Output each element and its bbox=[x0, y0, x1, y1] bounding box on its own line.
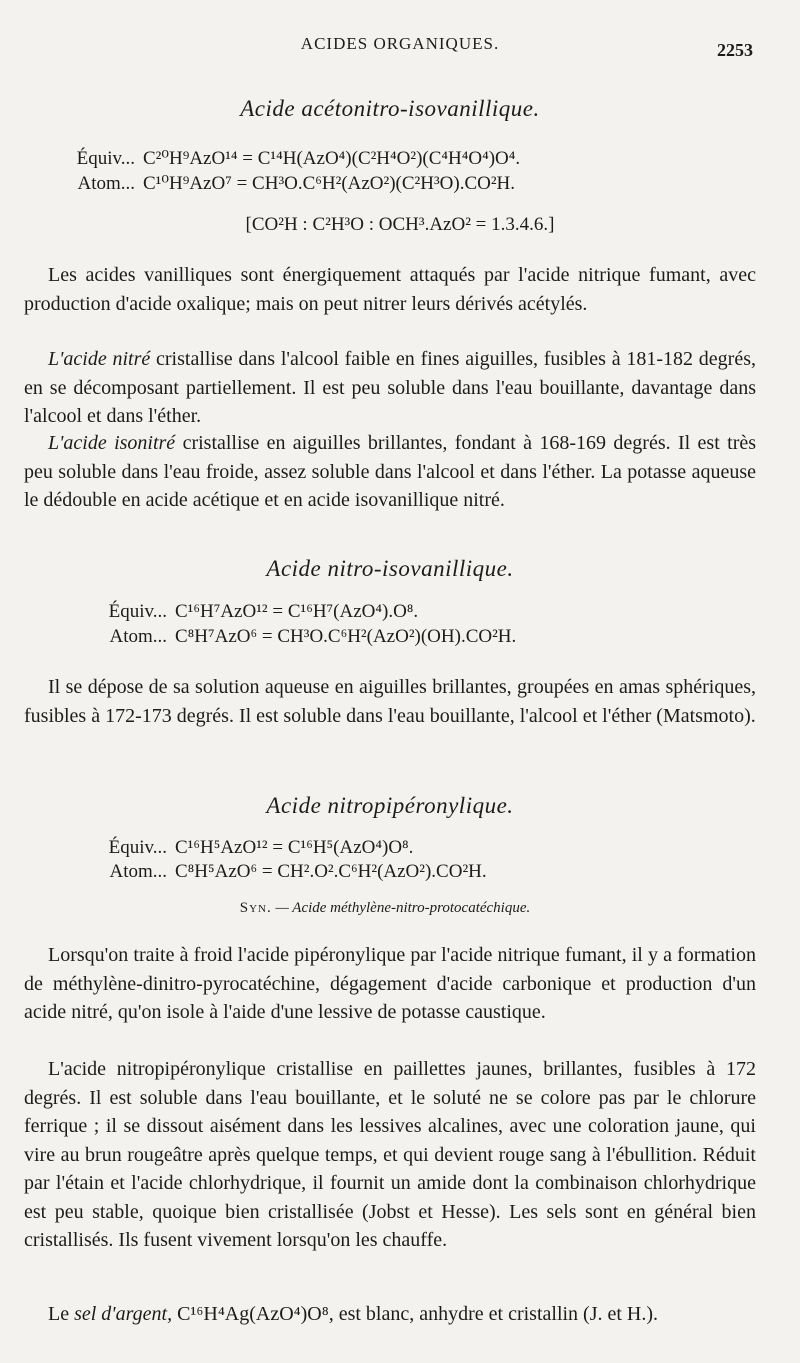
page-number: 2253 bbox=[717, 40, 753, 60]
paragraph bbox=[24, 345, 756, 431]
formula-equiv-1 bbox=[40, 147, 520, 170]
paragraph: Il se dépose de sa solution aqueuse en aiguilles brillantes, groupées en amas sphériques, fusibles à 172-173 degrés. Il est soluble dans l'eau bouillante, l'alcool et l'éther (Matsmoto). bbox=[24, 676, 756, 727]
italic-lead: sel d'argent, bbox=[74, 1303, 173, 1325]
paragraph: Lorsqu'on traite à froid l'acide pipéronylique par l'acide nitrique fumant, il y a formation de méthylène-dinitro-pyrocatéchine, dégagement d'acide carbonique et production d'un acide nitré, qu'on isole à l'aide d'une lessive de potasse caustique. bbox=[24, 944, 756, 1023]
paragraph bbox=[24, 1300, 756, 1329]
paragraph-text: Le bbox=[48, 1303, 70, 1325]
formula-atom-3 bbox=[72, 861, 487, 883]
formula-text: C¹⁰H⁹AzO⁷ = CH³O.C⁶H²(AzO²)(C²H³O).CO²H. bbox=[143, 173, 516, 194]
formula-equiv-3 bbox=[72, 837, 413, 859]
paragraph-text: cristallise dans l'alcool faible en fines aiguilles, fusibles à 181-182 degrés, en se décomposant partiellement. Il est peu soluble dans l'eau bouillante, davantage dans l'alcool et dans l'éther. bbox=[24, 348, 756, 427]
formula-text: C¹⁶H⁵AzO¹² = C¹⁶H⁵(AzO⁴)O⁸. bbox=[175, 837, 414, 858]
paragraph bbox=[24, 429, 756, 515]
paragraph: L'acide nitropipéronylique cristallise en paillettes jaunes, brillantes, fusibles à 172 degrés. Il est soluble dans l'eau bouillante, et le soluté ne se colore pas par le chlorure ferrique ; il se dissout aisément dans les lessives alcalines, avec une coloration jaune, qui vire au brun rougeâtre après quelque temps, et qui devient rouge sang à l'ébullition. Réduit par l'étain et l'acide chlorhydrique, il fournit un amide dont la combinaison chlorhydrique est peu stable, quoique bien cristallisée (Jobst et Hesse). Les sels sont en général bien cristallisés. Ils fusent vivement lorsqu'on les chauffe. bbox=[24, 1058, 756, 1251]
formula-text: C⁸H⁷AzO⁶ = CH³O.C⁶H²(AzO²)(OH).CO²H. bbox=[175, 626, 517, 647]
synonym-line bbox=[0, 900, 770, 917]
section-title-nitro-isovanillique: Acide nitro-isovanillique. bbox=[266, 556, 514, 581]
formula-label: Atom... bbox=[109, 626, 167, 647]
paragraph: Les acides vanilliques sont énergiquement attaqués par l'acide nitrique fumant, avec production d'acide oxalique; mais on peut nitrer leurs dérivés acétylés. bbox=[24, 264, 756, 315]
section-title-nitropiperonylique: Acide nitropipéronylique. bbox=[266, 793, 514, 818]
italic-lead: L'acide isonitré bbox=[48, 432, 176, 454]
formula-text: C¹⁶H⁷AzO¹² = C¹⁶H⁷(AzO⁴).O⁸. bbox=[175, 601, 419, 622]
formula-label: Atom... bbox=[109, 861, 167, 882]
formula-atom-2 bbox=[72, 626, 516, 648]
paragraph-text: C¹⁶H⁴Ag(AzO⁴)O⁸, est blanc, anhydre et cristallin (J. et H.). bbox=[177, 1303, 659, 1325]
synonym-text: — Acide méthylène-nitro-protocatéchique. bbox=[275, 900, 531, 916]
running-header: ACIDES ORGANIQUES. bbox=[300, 34, 500, 53]
formula-text: C²⁰H⁹AzO¹⁴ = C¹⁴H(AzO⁴)(C²H⁴O²)(C⁴H⁴O⁴)O⁴. bbox=[143, 148, 521, 169]
formula-label: Équiv... bbox=[76, 148, 135, 169]
paragraph-text: cristallise en aiguilles brillantes, fondant à 168-169 degrés. Il est très peu soluble dans l'eau froide, assez soluble dans l'alcool et dans l'éther. La potasse aqueuse le dédouble en acide acétique et en acide isovanillique nitré. bbox=[24, 432, 757, 511]
formula-atom-1 bbox=[40, 172, 515, 195]
formula-label: Équiv... bbox=[108, 837, 167, 858]
position-formula: [CO²H : C²H³O : OCH³.AzO² = 1.3.4.6.] bbox=[245, 214, 555, 235]
formula-text: C⁸H⁵AzO⁶ = CH².O².C⁶H²(AzO²).CO²H. bbox=[175, 861, 487, 882]
section-title-acetonitro: Acide acétonitro-isovanillique. bbox=[240, 96, 540, 121]
formula-label: Atom... bbox=[77, 173, 135, 194]
synonym-label: Syn. bbox=[239, 900, 272, 916]
italic-lead: L'acide nitré bbox=[48, 348, 151, 370]
formula-equiv-2 bbox=[72, 601, 418, 623]
formula-label: Équiv... bbox=[108, 601, 167, 622]
